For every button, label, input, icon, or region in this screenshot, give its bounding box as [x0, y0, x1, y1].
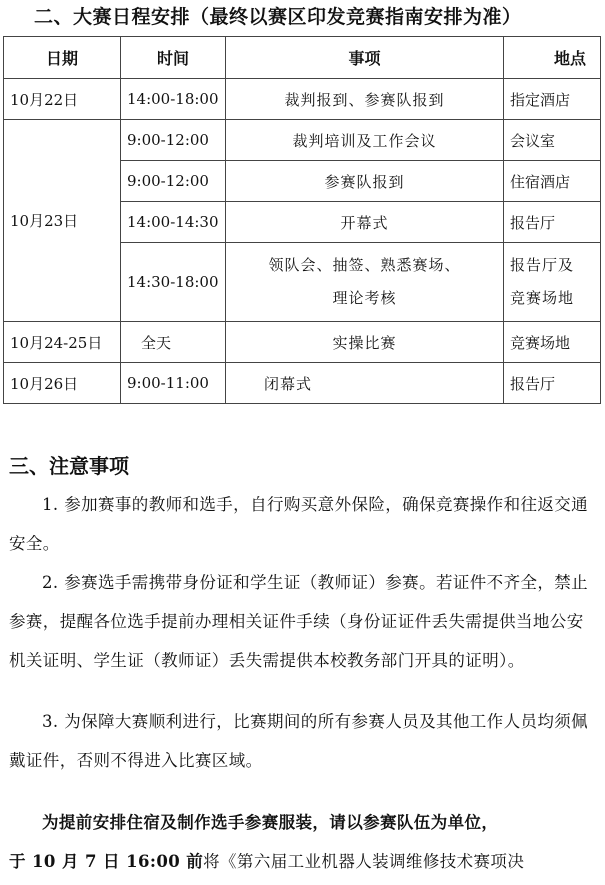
cell-item	[226, 243, 504, 322]
cell-item: 参赛队报到	[226, 161, 504, 202]
table-header-row	[4, 37, 601, 79]
column-header-location: 地点	[504, 37, 601, 79]
cell-location: 报告厅	[504, 202, 601, 243]
registration-deadline: 于 10 月 7 日 16:00 前	[9, 852, 204, 871]
cell-location: 住宿酒店	[504, 161, 601, 202]
section-title-schedule: 二、大赛日程安排（最终以赛区印发竞赛指南安排为准）	[34, 6, 522, 28]
note-paragraph-3: 3. 为保障大赛顺利进行，比赛期间的所有参赛人员及其他工作人员均须佩戴证件，否则不得进入比赛区域。	[9, 712, 589, 770]
cell-location: 会议室	[504, 120, 601, 161]
column-header-date: 日期	[4, 37, 121, 79]
column-header-time: 时间	[121, 37, 226, 79]
cell-time: 14:30-18:00	[121, 243, 226, 322]
cell-date: 10月26日	[4, 363, 121, 404]
table-row	[4, 322, 601, 363]
cell-location: 报告厅	[504, 363, 601, 404]
cell-item-line: 理论考核	[332, 289, 397, 307]
cell-item: 裁判培训及工作会议	[226, 120, 504, 161]
registration-deadline-line	[9, 842, 605, 881]
cell-date: 10月22日	[4, 79, 121, 120]
cell-item-line: 领队会、抽签、熟悉赛场、	[268, 256, 461, 274]
cell-date: 10月23日	[4, 120, 121, 322]
table-row	[4, 363, 601, 404]
cell-location	[504, 243, 601, 322]
cell-item: 裁判报到、参赛队报到	[226, 79, 504, 120]
registration-deadline-rest: 将《第六届工业机器人装调维修技术赛项决	[203, 852, 525, 871]
cell-time: 9:00-11:00	[121, 363, 226, 404]
table-row	[4, 120, 601, 161]
note-paragraph-2: 2. 参赛选手需携带身份证和学生证（教师证）参赛。若证件不齐全，禁止参赛，提醒各位选手提前办理相关证件手续（身份证证件丢失需提供当地公安机关证明、学生证（教师证）丢失需提供本校教务部门开具的证明）。	[9, 573, 589, 670]
cell-location-line: 报告厅及	[510, 256, 575, 274]
cell-date: 10月24-25日	[4, 322, 121, 363]
cell-location: 指定酒店	[504, 79, 601, 120]
cell-item: 开幕式	[226, 202, 504, 243]
cell-location: 竞赛场地	[504, 322, 601, 363]
cell-item: 实操比赛	[226, 322, 504, 363]
schedule-table	[3, 36, 601, 404]
cell-item: 闭幕式	[226, 363, 504, 404]
table-row	[4, 79, 601, 120]
column-header-item: 事项	[226, 37, 504, 79]
section-title-notes: 三、注意事项	[9, 454, 129, 478]
cell-time: 9:00-12:00	[121, 120, 226, 161]
cell-time: 14:00-14:30	[121, 202, 226, 243]
cell-location-line: 竞赛场地	[510, 289, 575, 307]
cell-time: 全天	[121, 322, 226, 363]
note-paragraph-1: 1. 参加赛事的教师和选手，自行购买意外保险，确保竞赛操作和往返交通安全。	[9, 495, 589, 553]
registration-notice: 为提前安排住宿及制作选手参赛服装，请以参赛队伍为单位，	[42, 813, 499, 832]
cell-time: 9:00-12:00	[121, 161, 226, 202]
cell-time: 14:00-18:00	[121, 79, 226, 120]
